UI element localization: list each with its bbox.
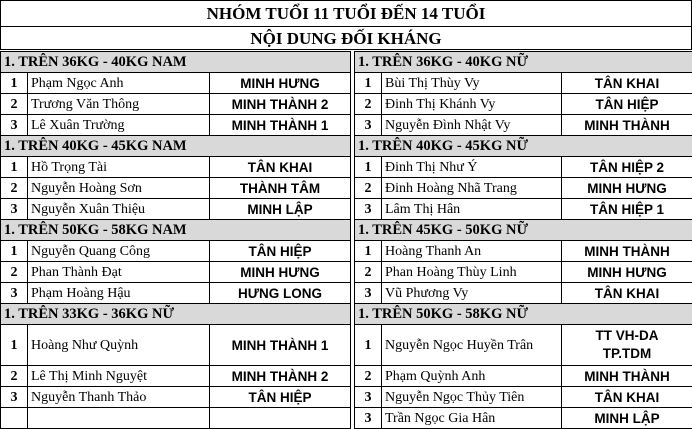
athlete-name: Phan Thành Đạt: [28, 262, 210, 283]
rank-cell: 1: [1, 73, 28, 94]
athlete-name: Phạm Hoàng Hậu: [28, 283, 210, 304]
athlete-name: Phạm Quỳnh Anh: [382, 366, 562, 387]
left-results-table: [0, 51, 351, 429]
group-header: 1. TRÊN 50KG - 58KG NAM: [1, 220, 351, 241]
club-name: MINH LẬP: [210, 199, 351, 220]
table-row: [1, 178, 351, 199]
club-name: TÂN HIỆP: [210, 387, 351, 408]
rank-cell: 1: [1, 325, 28, 366]
table-row: [355, 366, 692, 387]
rank-cell: 3: [355, 387, 382, 408]
athlete-name: Bùi Thị Thùy Vy: [382, 73, 562, 94]
table-row: [1, 283, 351, 304]
group-header: 1. TRÊN 33KG - 36KG NỮ: [1, 304, 351, 325]
club-name: TÂN HIỆP 1: [562, 199, 692, 220]
rank-cell: 1: [355, 157, 382, 178]
group-header: 1. TRÊN 36KG - 40KG NỮ: [355, 52, 692, 73]
club-name: MINH HƯNG: [562, 178, 692, 199]
club-name: TÂN HIỆP: [562, 94, 692, 115]
sheet-title: NHÓM TUỔI 11 TUỔI ĐẾN 14 TUỔI: [0, 0, 692, 27]
table-row: [355, 408, 692, 429]
club-name: TÂN KHAI: [210, 157, 351, 178]
club-name: MINH THÀNH 1: [210, 325, 351, 366]
club-name: MINH HƯNG: [210, 262, 351, 283]
rank-cell: 3: [355, 283, 382, 304]
club-name: MINH THÀNH 1: [210, 115, 351, 136]
athlete-name: Lê Xuân Trường: [28, 115, 210, 136]
athlete-name: Nguyễn Xuân Thiệu: [28, 199, 210, 220]
rank-cell: 2: [355, 366, 382, 387]
table-row: [1, 241, 351, 262]
athlete-name: Phan Hoàng Thùy Linh: [382, 262, 562, 283]
club-name: MINH THÀNH: [562, 366, 692, 387]
athlete-name: Đinh Hoàng Nhã Trang: [382, 178, 562, 199]
club-name: MINH LẬP: [562, 408, 692, 429]
table-row: [1, 387, 351, 408]
group-header: 1. TRÊN 36KG - 40KG NAM: [1, 52, 351, 73]
rank-cell: 3: [1, 283, 28, 304]
club-name: HƯNG LONG: [210, 283, 351, 304]
athlete-name: Lê Thị Minh Nguyệt: [28, 366, 210, 387]
rank-cell: 2: [1, 94, 28, 115]
rank-cell: 3: [1, 387, 28, 408]
club-name: MINH HƯNG: [210, 73, 351, 94]
table-row: [1, 325, 351, 366]
table-row: [1, 262, 351, 283]
club-name: TÂN KHAI: [562, 73, 692, 94]
athlete-name: Nguyễn Đình Nhật Vy: [382, 115, 562, 136]
table-row: [1, 199, 351, 220]
athlete-name: Trương Văn Thông: [28, 94, 210, 115]
right-results-table: [354, 51, 692, 429]
athlete-name: Nguyễn Thanh Thảo: [28, 387, 210, 408]
table-row: [1, 94, 351, 115]
rank-cell: 2: [1, 262, 28, 283]
group-header: 1. TRÊN 40KG - 45KG NỮ: [355, 136, 692, 157]
athlete-name: Nguyễn Quang Công: [28, 241, 210, 262]
athlete-name: Đinh Thị Khánh Vy: [382, 94, 562, 115]
athlete-name: Hoàng Như Quỳnh: [28, 325, 210, 366]
club-name: MINH THÀNH 2: [210, 366, 351, 387]
athlete-name: Hồ Trọng Tài: [28, 157, 210, 178]
rank-cell: 1: [1, 241, 28, 262]
table-row: [355, 157, 692, 178]
rank-cell: 1: [355, 241, 382, 262]
club-name: MINH THÀNH: [562, 115, 692, 136]
athlete-name: Nguyễn Ngọc Huyền Trân: [382, 325, 562, 366]
group-header-row: [1, 52, 351, 73]
rank-cell: 2: [355, 94, 382, 115]
table-row: [355, 387, 692, 408]
rank-cell: 2: [355, 262, 382, 283]
rank-cell: 2: [1, 366, 28, 387]
group-header-row: [355, 304, 692, 325]
club-name: TÂN KHAI: [562, 283, 692, 304]
group-header: 1. TRÊN 45KG - 50KG NỮ: [355, 220, 692, 241]
rank-cell: 3: [1, 199, 28, 220]
athlete-name: Đinh Thị Như Ý: [382, 157, 562, 178]
empty-cell: [210, 408, 351, 429]
rank-cell: 3: [355, 408, 382, 429]
group-header-row: [355, 220, 692, 241]
group-header-row: [355, 52, 692, 73]
rank-cell: 3: [355, 115, 382, 136]
sheet-subtitle: NỘI DUNG ĐỐI KHÁNG: [0, 26, 692, 50]
group-header-row: [1, 136, 351, 157]
table-row: [355, 283, 692, 304]
group-header-row: [1, 304, 351, 325]
athlete-name: Nguyễn Hoàng Sơn: [28, 178, 210, 199]
rank-cell: 1: [355, 73, 382, 94]
athlete-name: Phạm Ngọc Anh: [28, 73, 210, 94]
table-row: [1, 115, 351, 136]
rank-cell: 3: [355, 199, 382, 220]
table-row: [355, 199, 692, 220]
rank-cell: 3: [1, 115, 28, 136]
club-name-line: TP.TDM: [602, 346, 652, 361]
table-row: [355, 325, 692, 366]
athlete-name: Hoàng Thanh An: [382, 241, 562, 262]
table-row: [1, 157, 351, 178]
club-name: TÂN HIỆP 2: [562, 157, 692, 178]
table-row: [355, 94, 692, 115]
club-name: MINH HƯNG: [562, 262, 692, 283]
table-row: [1, 366, 351, 387]
club-name: TÂN HIỆP: [210, 241, 351, 262]
athlete-name: Vũ Phương Vy: [382, 283, 562, 304]
athlete-name: Nguyễn Ngọc Thủy Tiên: [382, 387, 562, 408]
club-name: [562, 325, 692, 366]
group-header-row: [1, 220, 351, 241]
rank-cell: 1: [1, 157, 28, 178]
table-row: [355, 241, 692, 262]
empty-row: [1, 408, 351, 429]
club-name-line: TT VH-DA: [595, 328, 659, 343]
table-row: [355, 262, 692, 283]
group-header: 1. TRÊN 50KG - 58KG NỮ: [355, 304, 692, 325]
table-row: [355, 178, 692, 199]
empty-cell: [1, 408, 28, 429]
athlete-name: Lâm Thị Hân: [382, 199, 562, 220]
club-name: MINH THÀNH 2: [210, 94, 351, 115]
rank-cell: 2: [1, 178, 28, 199]
group-header: 1. TRÊN 40KG - 45KG NAM: [1, 136, 351, 157]
table-row: [355, 115, 692, 136]
empty-cell: [28, 408, 210, 429]
athlete-name: Trần Ngọc Gia Hân: [382, 408, 562, 429]
table-row: [355, 73, 692, 94]
rank-cell: 1: [355, 325, 382, 366]
club-name: TÂN KHAI: [562, 387, 692, 408]
club-name: MINH THÀNH: [562, 241, 692, 262]
rank-cell: 2: [355, 178, 382, 199]
table-row: [1, 73, 351, 94]
group-header-row: [355, 136, 692, 157]
club-name: THÀNH TÂM: [210, 178, 351, 199]
